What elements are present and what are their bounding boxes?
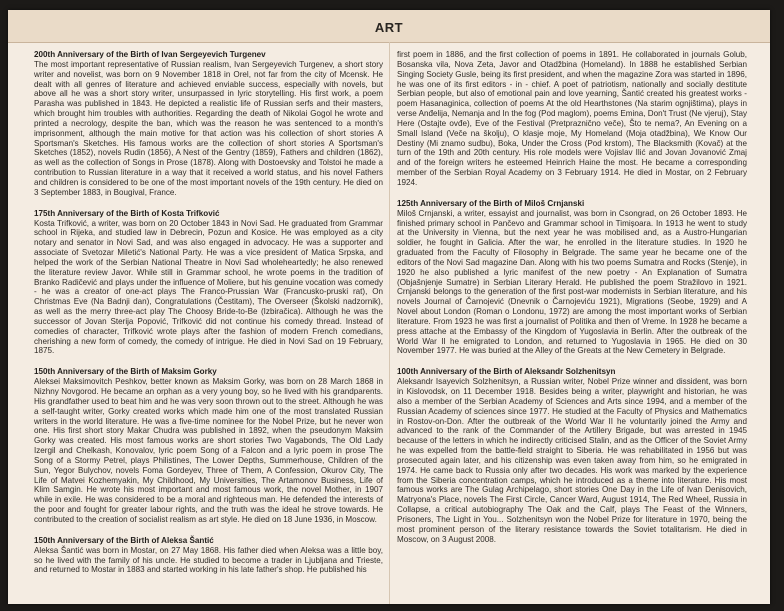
article-title: 100th Anniversary of the Birth of Aleksandr Solzhenitsyn: [397, 367, 616, 377]
article-body: Kosta Trifković, a writer, was born on 20 October 1843 in Novi Sad. He graduated from Grammar school in Rijeka, and studied law in Debrecin, Pozun and Kosice. He was employed as a city notary and senator in Novi Sad, and was also engaged in advocacy. He was a supporter and associate of Svetozar Miletić's National Party. He was a vice president of Matica Srpska, and helped the work of the Serbian National Theatre in Novi Sad wholeheartedly; he also renewed the literature review Javor. While still in Grammar school, he wrote poems in the tradition of Branko Radičević and plays under the influence of Moliere, but his genuine vocation was comedy - he was a creator of one-act plays The Franco-Prussian War (Francusko-pruski rat), On Christmas Eve (Na Badnji dan), Congratulations (Čestitam), The Overseer (Školski nadzornik), as well as the merry three-act play The Choosy Bride-to-Be (Izbiračica). Although he was the successor of Jovan Sterija Popović, Trifković did not continue his comedy thread. Instead of comedies of character, Trifković wrote plays after the fashion of modern French comedians, cherishing a new form of comedy, the comedy of intrigue. He died in Novi Sad on 19 February, 1875.: [34, 218, 383, 356]
column-divider: [389, 42, 390, 604]
section-header: [8, 10, 770, 43]
article-title: 150th Anniversary of the Birth of Aleksa Šantić: [34, 535, 214, 545]
article-crnjanski: [397, 199, 747, 357]
article-santic-continued: [397, 50, 747, 188]
article-solzhenitsyn: [397, 367, 747, 544]
left-column: [34, 50, 383, 586]
article-turgenev: [34, 50, 383, 198]
article-title: 175th Anniversary of the Birth of Kosta Trifković: [34, 208, 220, 218]
right-column: [397, 50, 747, 556]
article-trifkovic: [34, 209, 383, 357]
article-body: The most important representative of Russian realism, Ivan Sergeyevich Turgenev, a short story writer and novelist, was born on 9 November 1818 in Orel, not far from the city of Mcensk. He dealt with all genres of literature and achieved enviable success, especially with novels, but above all he was a short story writer, unsurpassed in lyric storytelling. His first work, a poem Parasha was published in 1843. He depicted a realistic life of Russian serfs and their masters, which brought him troubles with authorities. Regarding the death of Nikolai Gogol he wrote and printed a necrology, despite the ban, which was the reason he was sentenced to a month's imprisonment, although the main motive for that action was his collection of short stories A Sportsman's Sketches. His famous works are the collection of short stories A Sportsman's Sketches (1852), novels Rudin (1856), A Nest of the Gentry (1859), Fathers and children (1862), as well as the collection of Songs in Prose (1878). Along with Dostoevsky and Tolstoi he made a contribution to Russian literature in a way that it received a world status, and his novel Fathers and children is considered to be one of the most important novels of the 19th century. He died on 3 September 1883, in Bougival, France.: [34, 59, 383, 197]
article-title: 125th Anniversary of the Birth of Miloš Crnjanski: [397, 198, 585, 208]
article-body: Aleksandr Isayevich Solzhenitsyn, a Russian writer, Nobel Prize winner and dissident, was born in Kislovodsk, on 11 December 1918. Besides being a writer, playwright and historian, he was also a member of the Serbian Academy of Sciences and Arts since 1994, and a member of the Russian Academy of sciences since 1977. He studied at the Faculty of Physics and Mathematics in Rostov-on-Don. After the outbreak of the World War II he voluntarily joined the Army and advanced to the rank of the Commander of the Artillery Brigade, but was arrested in 1945 because of the letters in which he indirectly criticised Stalin, and as the Officer of the Soviet Army he was expelled from the battle-field straight to Siberia. He was rehabilitated in 1956 but was prosecuted again later, and his citizenship was even taken away from him, so he emigrated in 1974. He came back to Russia only after two decades. His work was marked by the experience from the Siberia concentration camps, which he introduced as a theme into literature. His most famous works are The Gulag Archipelago, short stories One Day in the Life of Ivan Denisovich, Matryona's Place, novels The First Circle, Cancer Ward, August 1914, The Red Wheel, Russia in Collapse, a critical autobiography The Oak and the Calf, plays The Feast of the Winners, Prisoners, The Light in You... Solzhenitsyn won the Nobel Prize for literature in 1970, being the most prominent person of the literary resistance towards the Soviet totalitarism. He died in Moscow, on 3 August 2008.: [397, 377, 747, 544]
article-body: Aleksei Maksimovitch Peshkov, better known as Maksim Gorky, was born on 28 March 1868 in Nizhny Novgorod. He became an orphan as a very young boy, so he lived with his grandparents. His grandfather used to beat him and he was very soon thrown out to the street. Although he was a self-taught writer, Gorky created works which made him one of the most translated Russian writers in the world literature. He was a five-time nominee for the Nobel Prize, but he never won one. His first short story Makar Chudra was published in 1892, when the pseudonym Maksim Gorky was created. His most famous works are short stories Two Vagabonds, The Old Lady Izergil and Chelkash, Konovalov, lyric poem Song of a Falcon and a lyric poem in prose The Song of a Stormy Petrel, plays Philistines, The Lower Depths, Summerhouse, Children of the Sun, Yegor Bulychov, novels Foma Gordeyev, Three of Them, A Confession, Okurov City, The Life of Matvei Kozhemyakin, My Childhood, My Universities, The Artamonov Business, Life of Klim Samgin. He wrote his most important and most famous work, the novel Mother, in 1907 while in exile. He was considered to be a moral and righteous man. He defended the interests of the poor and fought for greater labour rights, and the truth was the ideal he strove towards. He contributed to the creation of socialist realism as art style. He died on 18 June 1936, in Moscow.: [34, 377, 383, 524]
article-body: Aleksa Šantić was born in Mostar, on 27 May 1868. His father died when Aleksa was a little boy, so he lived with the family of his uncle. He studied to become a trader in Ljubljana and Trieste, and returned to Mostar in 1883 and started working in his late father's shop. He published his: [34, 545, 383, 575]
article-title: 150th Anniversary of the Birth of Maksim Gorky: [34, 367, 217, 377]
document-page: [8, 10, 770, 604]
article-title: 200th Anniversary of the Birth of Ivan Sergeyevich Turgenev: [34, 50, 266, 59]
article-gorky: [34, 367, 383, 525]
article-body: first poem in 1886, and the first collection of poems in 1891. He collaborated in journals Golub, Bosanska vila, Nova Zeta, Javor and Otadžbina (Homeland). In 1888 he established Serbian Singing Society Gusle, being its first president, and when the magazine Zora was started in 1896, he was one of its first editors - in - chief. A poet of patriotism, nationally and socially destitute Serbian people, but also of emotional pain and love yearning, Šantić created his greatest works - poem Hasanaginica, collection of poems At the old Hearthstones (Na starim ognjištima), plays in verse Anđelija, Nemanja and In the fog (Pod maglom), poems Emina, Don't Trust (Ne vjeruj), Stay Here (Ostajte ovđe), Eve of the Festival (Pretpraznično veče), Što te nema?, An Evening on a Small Island (Veče na školju), O klasje moje, My Homeland (Moja otadžbina), We Know Our Destiny (Mi znamo sudbu), Boka, Under the Cross (Pod krstom), The Blacksmith (Kovač) at the turn of the 19th and 20th century. His role models were Vojislav Ilić and Jovan Jovanović Zmaj and of the foreign writers he esteemed Heinrich Haine the most. He became a corresponding member of the Serbian Royal Academy on 3 February 1914. He died in Mostar, on 2 February 1924.: [397, 50, 747, 187]
article-santic: [34, 536, 383, 575]
article-body: Miloš Crnjanski, a writer, essayist and journalist, was born in Csongrad, on 26 October 1893. He finished primary school in Pančevo and Grammar school in Timișoara. In 1913 he went to study at the University in Vienna, but the next year he was mobilised and, as a Austro-Hungarian soldier, he fought in Galicia. After the war, he enrolled in the literature studies. In 1920 he graduated from the Faculty of Filosophy in Belgrade. The same year he became one of the editors of the Novi Sad magazine Dan. Along with his two poems Sumatra and Rocks (Stenje), in 1920 he also published a lyric manifest of the new poetry - An Explanation of Sumatra (Objašnjenje Sumatre) in Serbian Literary Herald. He published the poem Stražilovo in 1921. Crnjanski belongs to the generation of the first post-war modernists in Serbian literature, and his novels Journal of Čarnojević (Dnevnik o Čarnojeviću 1921), Migrations (Seobe, 1929) and A Novel about London (Roman o Londonu, 1972) are among the most important works of Serbian literature. From 1923 he was first a journalist of Politika and then of Vreme. In 1928 he became a press attache at the Embassy of the Kingdom of Yugoslavia in Berlin. After the outbreak of the World War II he emigrated to London, and returned to Yugoslavia in 1965. He died on 30 November 1977. He was buried at the Alley of the Greats at the New Cemetery in Belgrade.: [397, 208, 747, 356]
section-title: ART: [374, 20, 404, 35]
